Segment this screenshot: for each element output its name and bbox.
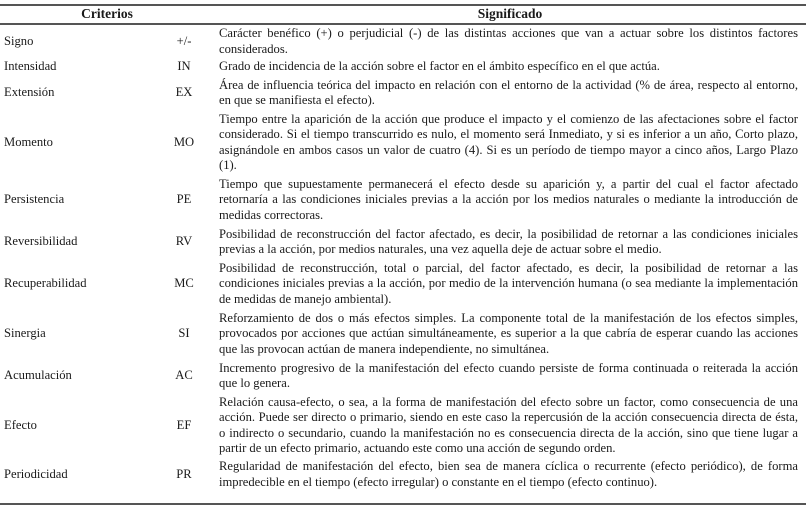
codigo-cell: +/-: [176, 33, 192, 48]
codigo-cell: RV: [175, 234, 193, 249]
significado-cell: Tiempo que supuestamente permanecerá el efecto desde su aparición y, a partir del cual el factor afectado retornaría a las condiciones iniciales previas a la acción por los medios naturales o mediante la introducción de medidas correctoras.: [219, 176, 798, 222]
codigo-cell: SI: [178, 326, 190, 341]
table-row: [0, 309, 806, 359]
codigo-cell: EX: [175, 85, 193, 100]
table-row: [0, 458, 806, 492]
codigo-cell: MC: [174, 276, 194, 291]
significado-cell: Área de influencia teórica del impacto en relación con el entorno de la actividad (% de área, respecto al entorno, en que se manifiesta el efecto).: [219, 77, 798, 107]
codigo-cell: PR: [176, 466, 192, 481]
criterio-cell: Periodicidad: [4, 466, 68, 481]
table-row: [0, 359, 806, 393]
significado-cell: Reforzamiento de dos o más efectos simples. La componente total de la manifestación de los efectos simples, provocados por acciones que actúan simultáneamente, es superior a la que cabría de esperar cuando las acciones que las provocan actúan de manera independiente, no simultánea.: [219, 310, 798, 356]
codigo-cell: PE: [176, 192, 192, 207]
table-row: [0, 110, 806, 175]
criterio-cell: Signo: [4, 33, 34, 48]
table-row: [0, 58, 806, 76]
table-header-row: [0, 5, 806, 24]
criterio-cell: Recuperabilidad: [4, 276, 87, 291]
significado-cell: Posibilidad de reconstrucción, total o parcial, del factor afectado, es decir, la posibilidad de retornar a las condiciones iniciales previas a la acción, por medio de la intervención humana (o sea mediante la implementación de medidas de manejo ambiental).: [219, 260, 798, 306]
table-row: [0, 76, 806, 110]
codigo-cell: IN: [177, 59, 191, 74]
table-bottom-rule: [0, 503, 806, 505]
table-row: [0, 259, 806, 309]
criterio-cell: Reversibilidad: [4, 234, 78, 249]
header-criterios: Criterios: [0, 5, 214, 24]
codigo-cell: AC: [175, 368, 193, 383]
table-row: [0, 175, 806, 225]
criterio-cell: Sinergia: [4, 326, 46, 341]
criterio-cell: Intensidad: [4, 59, 57, 74]
table-row: [0, 225, 806, 259]
criterio-cell: Momento: [4, 134, 53, 149]
codigo-cell: EF: [176, 417, 192, 432]
significado-cell: Grado de incidencia de la acción sobre el factor en el ámbito específico en el que actúa.: [219, 59, 660, 74]
criterio-cell: Acumulación: [4, 368, 72, 383]
table-row: [0, 393, 806, 458]
criterio-cell: Persistencia: [4, 192, 65, 207]
table-row: [0, 24, 806, 58]
criterio-cell: Efecto: [4, 417, 37, 432]
criteria-table: [0, 5, 806, 492]
codigo-cell: MO: [173, 134, 195, 149]
criterio-cell: Extensión: [4, 85, 55, 100]
significado-cell: Relación causa-efecto, o sea, a la forma de manifestación del efecto sobre un factor, como consecuencia de una acción. Puede ser directo o primario, siendo en este caso la repercusión de la acción consecuencia directa de ésta, o indirecto o secundario, cuando la manifestación no es consecuencia directa de la acción, sino que tiene lugar a partir de un efecto primario, actuando este como una acción de segundo orden.: [219, 394, 798, 455]
significado-cell: Tiempo entre la aparición de la acción que produce el impacto y el comienzo de las afectaciones sobre el factor considerado. Si el tiempo transcurrido es nulo, el momento será Inmediato, y si es inferior a un año, Corto plazo, asignándole en ambos casos un valor de cuatro (4). Si es un período de tiempo mayor a cinco años, Largo Plazo (1).: [219, 111, 798, 172]
header-significado: Significado: [214, 5, 806, 24]
significado-cell: Posibilidad de reconstrucción del factor afectado, es decir, la posibilidad de retornar a las condiciones iniciales previas a la acción, por medios naturales, una vez aquella deje de actuar sobre el medio.: [219, 226, 798, 256]
significado-cell: Incremento progresivo de la manifestación del efecto cuando persiste de forma continuada o reiterada la acción que lo genera.: [219, 360, 798, 390]
significado-cell: Carácter benéfico (+) o perjudicial (-) de las distintas acciones que van a actuar sobre los distintos factores considerados.: [219, 26, 798, 56]
significado-cell: Regularidad de manifestación del efecto, bien sea de manera cíclica o recurrente (efecto periódico), de forma impredecible en el tiempo (efecto irregular) o constante en el tiempo (efecto continuo).: [219, 459, 798, 489]
